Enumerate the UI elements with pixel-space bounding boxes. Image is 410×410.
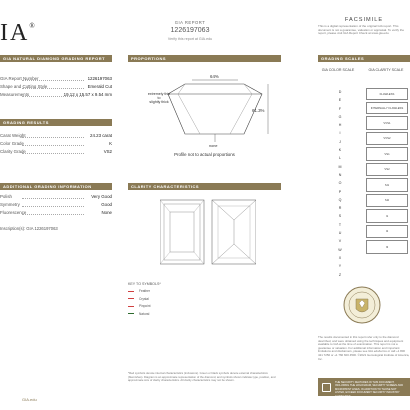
additional-row: Polish Very Good [0, 194, 112, 199]
color-grade-cell: L [339, 156, 341, 161]
gia-logo: IA® [0, 20, 37, 46]
facsimile-header [318, 17, 410, 36]
proportions-banner: PROPORTIONS [128, 55, 281, 62]
clarity-grade-cell: SI2 [366, 194, 408, 208]
clarity-grade-cell: VS2 [366, 163, 408, 177]
color-grade-cell: P [338, 189, 342, 194]
results-row: Carat Weight 24.23 carat [0, 133, 112, 138]
color-grade-cell: U [338, 231, 342, 236]
facsimile-title: FACSIMILE [344, 17, 384, 23]
symbol-legend [128, 282, 208, 318]
color-grade-cell: T [338, 222, 342, 227]
legend-item-natural: Natural [128, 311, 208, 319]
proportions-diagram [128, 74, 281, 162]
report-row: GIA Report Number 1226197063 [0, 76, 112, 81]
table-percent: 64% [210, 74, 219, 79]
report-rows [0, 75, 112, 99]
footer-note: *Red symbols denote internal characteristics (inclusions). Green or black symbols denote external characteristics (blemishes). Diagram is an approximate representation of the diamond, and symbols shown indicate type, position, and approximate size of clarity characteristics. All clarity characteristics may not be shown. [128, 371, 276, 383]
color-grade-cell: X [338, 255, 342, 260]
security-box [318, 378, 410, 396]
girdle-label: extremely thin to slightly thick [147, 92, 171, 104]
clarity-grade-cell: VVS1 [366, 116, 408, 130]
inscription: Inscription(s): GIA 1226197063 [0, 226, 58, 231]
security-note: THE SECURITY FEATURES IN THIS DOCUMENT, INCLUDING THE HOLOGRAM, SECURITY SCREEN AND MICROPRINT LINES, IN ADDITION TO THOSE NOT LISTED, EXCEED DOCUMENT SECURITY INDUSTRY GUIDELINES. [335, 381, 404, 398]
additional-banner: ADDITIONAL GRADING INFORMATION [0, 183, 112, 190]
depth-percent: 61.3% [252, 108, 265, 113]
color-grade-cell: K [338, 148, 342, 153]
color-grade-cell: F [338, 106, 342, 111]
report-header [140, 20, 240, 41]
additional-row: Fluorescence None [0, 210, 112, 215]
color-grade-cell: D [338, 90, 342, 94]
grading-report-banner: GIA NATURAL DIAMOND GRADING REPORT [0, 55, 112, 62]
color-grade-cell: O [338, 181, 342, 186]
color-grade-cell: Z [338, 272, 342, 277]
report-row: Shape and Cutting Style Emerald Cut [0, 84, 112, 89]
color-grade-cell: G [338, 114, 342, 119]
color-grade-cell: Q [338, 197, 342, 202]
color-grade-cell: E [338, 98, 342, 103]
bottom-mark: GIA.edu [22, 397, 37, 402]
gia-seal-icon [342, 285, 382, 325]
results-rows [0, 132, 112, 156]
clarity-scale [366, 88, 408, 256]
color-grade-cell: W [338, 247, 342, 252]
color-grade-cell: R [338, 206, 342, 211]
clarity-banner: CLARITY CHARACTERISTICS [128, 183, 281, 190]
grading-results-banner: GRADING RESULTS [0, 119, 112, 126]
results-row: Color Grade K [0, 141, 112, 146]
legend-item-crystal: Crystal [128, 296, 208, 304]
top-right-note: This is a digital representation of the original GIA report. This document is not a guarantee, valuation or appraisal. To verify the report, please visit GIA Report Check at www.gia.edu. [318, 24, 404, 36]
scales-banner: GRADING SCALES [318, 55, 410, 62]
clarity-grade-cell: I2 [366, 225, 408, 239]
clarity-grade-cell: I3 [366, 240, 408, 254]
profile-caption: Profile not to actual proportions [174, 152, 235, 157]
clarity-grade-cell: I1 [366, 209, 408, 223]
color-grade-cell: I [339, 131, 341, 136]
color-grade-cell: M [338, 164, 342, 169]
report-number: 1226197063 [170, 27, 210, 34]
clarity-grade-cell: SI1 [366, 178, 408, 192]
results-row: Clarity Grade VS2 [0, 149, 112, 154]
clarity-grade-cell: VS1 [366, 147, 408, 161]
clarity-grade-cell: INTERNALLY FLAWLESS [366, 102, 408, 114]
color-grade-cell: J [339, 139, 341, 144]
color-grade-cell: Y [338, 264, 342, 269]
lock-icon [322, 383, 331, 392]
legend-item-pinpoint: Pinpoint [128, 303, 208, 311]
clarity-scale-title: GIA CLARITY SCALE [368, 68, 404, 72]
clarity-grade-cell: VVS2 [366, 132, 408, 146]
additional-row: Symmetry Good [0, 202, 112, 207]
clarity-plots [160, 198, 256, 266]
color-grade-cell: V [338, 239, 342, 244]
color-grade-cell: S [338, 214, 342, 219]
color-grade-cell: H [338, 123, 342, 128]
legend-title: KEY TO SYMBOLS* [128, 282, 161, 286]
culet-label: none [209, 144, 218, 148]
disclaimer: The results documented in this report refer only to the diamond described, and were obtained using the techniques and equipment available to GIA at the time of examination. This report is not a guarantee or valuation. For additional information and important limitations and disclaimers, please see GIA.edu/terms or call +1 800 421 7250 or +1 760 603 4500. ©2021 Gemological Institute of America, Inc. [318, 335, 410, 361]
verify-text: Verify this report at GIA.edu [167, 37, 213, 41]
report-row: Measurements 19.12 x 15.57 x 9.54 mm [0, 92, 112, 97]
color-scale [330, 88, 350, 279]
color-grade-cell: N [338, 172, 342, 177]
additional-rows [0, 193, 112, 217]
legend-item-feather: Feather [128, 288, 208, 296]
clarity-grade-cell: FLAWLESS [366, 88, 408, 100]
color-scale-title: GIA COLOR SCALE [321, 68, 355, 72]
report-title: GIA REPORT [174, 20, 206, 25]
